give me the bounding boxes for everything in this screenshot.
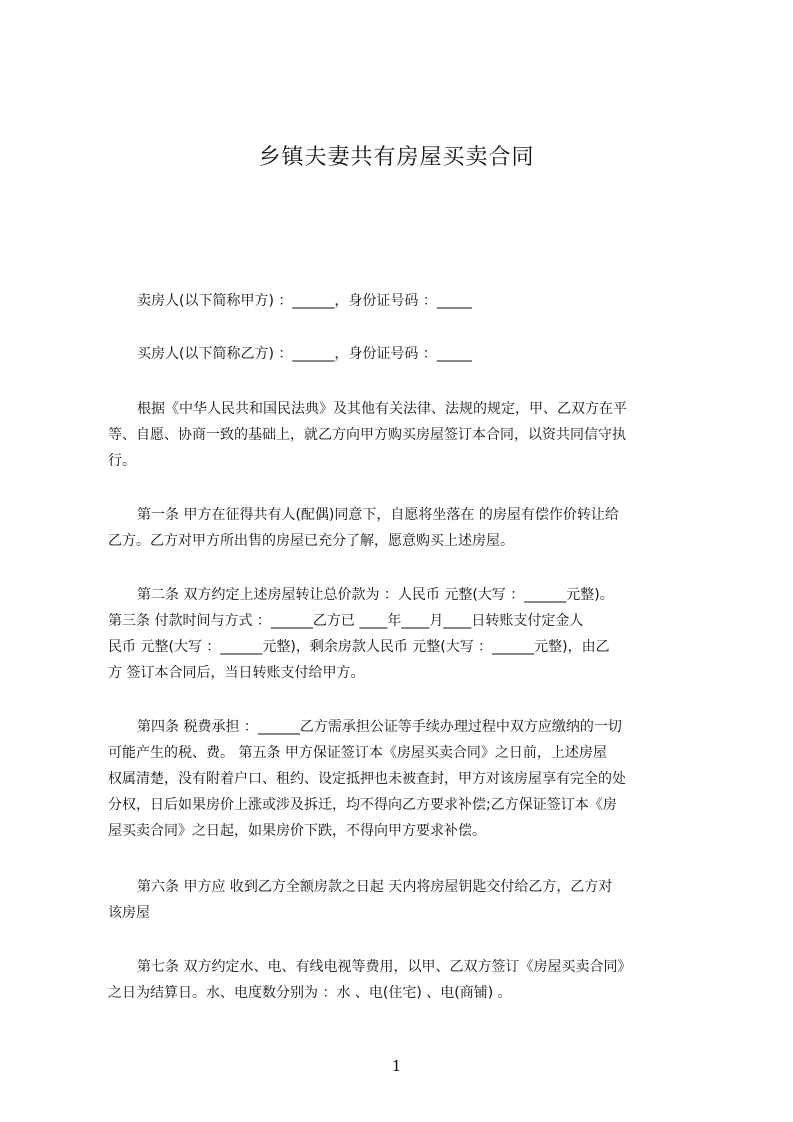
paragraph-line: 方 签订本合同后，当日转账支付给甲方。	[108, 665, 365, 681]
document-title: 乡镇夫妻共有房屋买卖合同	[258, 145, 535, 170]
paragraph-line: 第三条 付款时间与方式 ：______乙方已 ____年____月____日转账支付定金人	[108, 613, 584, 629]
paragraph-line: 可能产生的税、费。 第五条 甲方保证签订本《房屋买卖合同》之日前，上述房屋	[108, 745, 607, 761]
paragraph-line: 第二条 双方约定上述房屋转让总价款为 ：人民币 元整(大写 ：______元整)。	[137, 587, 614, 603]
paragraph-line: 之日为结算日。水、电度数分别为 ：水 、电(住宅) 、电(商铺) 。	[108, 985, 512, 1001]
page-number: 1	[391, 1057, 402, 1075]
paragraph-line: 权属清楚，没有附着户口、租约、设定抵押也未被查封，甲方对该房屋享有完全的处	[108, 771, 626, 787]
paragraph-line: 等、自愿、协商一致的基础上，就乙方向甲方购买房屋签订本合同，以资共同信守执	[108, 427, 626, 443]
paragraph-line: 民币 元整(大写 ：______元整)，剩余房款人民币 元整(大写 ：______元整)，由乙	[108, 639, 610, 655]
seller-line: 卖房人(以下简称甲方) ：______，身份证号码 ：_____	[137, 293, 472, 309]
paragraph-line: 第一条 甲方在征得共有人(配偶)同意下，自愿将坐落在 的房屋有偿作价转让给	[137, 507, 619, 523]
paragraph-line: 屋买卖合同》之日起，如果房价下跌，不得向甲方要求补偿。	[108, 823, 486, 839]
paragraph-line: 分权，日后如果房价上涨或涉及拆迁，均不得向乙方要求补偿;乙方保证签订本《房	[108, 797, 617, 813]
paragraph-line: 根据《中华人民共和国民法典》及其他有关法律、法规的规定，甲、乙双方在平	[137, 401, 627, 417]
buyer-line: 买房人(以下简称乙方) ：______，身份证号码 ：_____	[137, 346, 472, 362]
paragraph-line: 行。	[108, 453, 136, 469]
paragraph-line: 第七条 双方约定水、电、有线电视等费用，以甲、乙双方签订《房屋买卖合同》	[137, 959, 632, 975]
paragraph-line: 乙方。乙方对甲方所出售的房屋已充分了解，愿意购买上述房屋。	[108, 533, 514, 549]
paragraph-line: 第六条 甲方应 收到乙方全额房款之日起 天内将房屋钥匙交付给乙方，乙方对	[137, 879, 613, 895]
paragraph-line: 第四条 税费承担 ：______乙方需承担公证等手续办理过程中双方应缴纳的一切	[137, 719, 622, 735]
paragraph-line: 该房屋	[108, 905, 150, 921]
